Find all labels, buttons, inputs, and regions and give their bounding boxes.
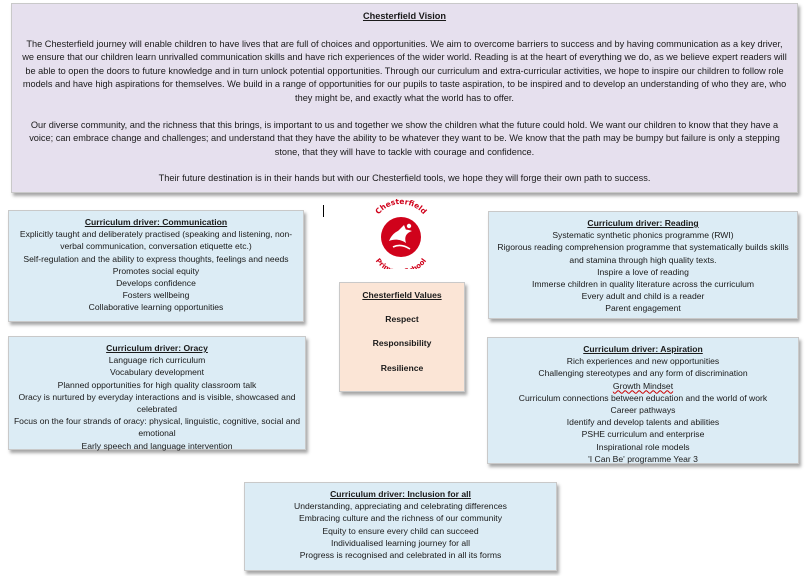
vision-box	[11, 3, 798, 193]
value-item: Responsibility	[372, 338, 432, 349]
communication-box	[8, 210, 304, 322]
value-item: Resilience	[380, 362, 424, 373]
vision-paragraph-1: The Chesterfield journey will enable children to have lives that are full of choices and opportunities. We aim to overcome barriers to success and by having communication as a key driver, we ensure that our children learn unrivalled communication skills and have rich experiences of the wider world. Reading is at the heart of everything we do, as we believe expert readers will be able to open the doors to future knowledge and in turn unlock potential opportunities. Through our curriculum and extra-curricular activities, we hope to inspire our children to follow role models and have high aspirations for themselves. We build in a range of opportunities for our pupils to taste aspiration, to be inspired and to develop an understanding of who they are, who they might be, and exactly what the world has to offer.	[22, 38, 787, 103]
list-item: Inspire a love of reading	[597, 266, 689, 277]
oracy-title: Curriculum driver: Oracy	[106, 343, 208, 353]
inclusion-box	[244, 482, 557, 571]
list-item: Challenging stereotypes and any form of discrimination	[538, 368, 748, 379]
list-item: Individualised learning journey for all	[330, 537, 470, 548]
vision-paragraph-2: Our diverse community, and the richness that this brings, is important to us and together we show the children what the future could hold. We want our children to know that they have a voice; can embrace change and challenges; and understand that they have the ability to be whatever they want to be. We know that the path may be bumpy but failure is only a stepping stone, that they will have to tackle with courage and confidence.	[29, 119, 780, 157]
list-item: Planned opportunities for high quality classroom talk	[57, 379, 257, 390]
list-item: Parent engagement	[605, 303, 681, 314]
list-item: Self-regulation and the ability to express thoughts, feelings and needs	[23, 253, 289, 264]
aspiration-title: Curriculum driver: Aspiration	[583, 344, 703, 354]
oracy-box	[8, 336, 306, 450]
school-logo	[360, 197, 442, 269]
list-item: 'I Can Be' programme Year 3	[588, 453, 698, 464]
list-item: Immerse children in quality literature across the curriculum	[531, 279, 755, 290]
values-title: Chesterfield Values	[362, 290, 442, 300]
list-item: Inspirational role models	[596, 441, 690, 452]
list-item: Explicitly taught and deliberately practised (speaking and listening, non-verbal communication, conversation etiquette etc.)	[19, 229, 293, 252]
reading-box	[488, 211, 798, 319]
logo-top-text: Chesterfield	[373, 197, 429, 217]
list-item: Equity to ensure every child can succeed	[322, 525, 479, 536]
list-item: Collaborative learning opportunities	[88, 302, 224, 313]
list-item: Rich experiences and new opportunities	[566, 356, 720, 367]
list-item: Language rich curriculum	[108, 355, 206, 366]
list-item: Vocabulary development	[109, 367, 205, 378]
value-item: Respect	[385, 314, 419, 325]
list-item: Growth Mindset	[612, 380, 674, 391]
list-item: Promotes social equity	[112, 265, 200, 276]
text-cursor	[323, 205, 324, 217]
inclusion-title: Curriculum driver: Inclusion for all	[330, 489, 471, 499]
vision-title: Chesterfield Vision	[362, 11, 447, 21]
list-item: Progress is recognised and celebrated in all its forms	[299, 550, 502, 561]
values-box	[339, 282, 465, 392]
list-item: Career pathways	[610, 405, 676, 416]
vision-paragraph-3: Their future destination is in their hands but with our Chesterfield tools, we hope they will forge their own path to success.	[158, 173, 651, 184]
school-logo-icon	[360, 197, 442, 269]
logo-bottom-text: Prim hool	[373, 256, 429, 269]
list-item: Rigorous reading comprehension programme that systematically builds skills and stamina through high quality texts.	[497, 242, 789, 265]
list-item: Oracy is nurtured by everyday interactions and is visible, showcased and celebrated	[18, 391, 296, 415]
list-item: Systematic synthetic phonics programme (RWI)	[552, 230, 734, 241]
list-item: Fosters wellbeing	[122, 290, 190, 301]
list-item: Focus on the four strands of oracy: physical, linguistic, cognitive, social and emotional	[13, 416, 301, 439]
list-item: Curriculum connections between education and the world of work	[518, 392, 768, 403]
communication-title: Curriculum driver: Communication	[84, 217, 228, 227]
list-item: Develops confidence	[116, 278, 196, 289]
list-item: Identify and develop talents and abilities	[566, 417, 720, 428]
list-item: Early speech and language intervention	[81, 440, 233, 451]
list-item: Every adult and child is a reader	[581, 291, 705, 302]
list-item: Embracing culture and the richness of our community	[298, 513, 502, 524]
list-item: PSHE curriculum and enterprise	[581, 429, 705, 440]
list-item: Understanding, appreciating and celebrating differences	[294, 501, 507, 512]
aspiration-box	[487, 337, 799, 464]
reading-title: Curriculum driver: Reading	[587, 218, 699, 228]
